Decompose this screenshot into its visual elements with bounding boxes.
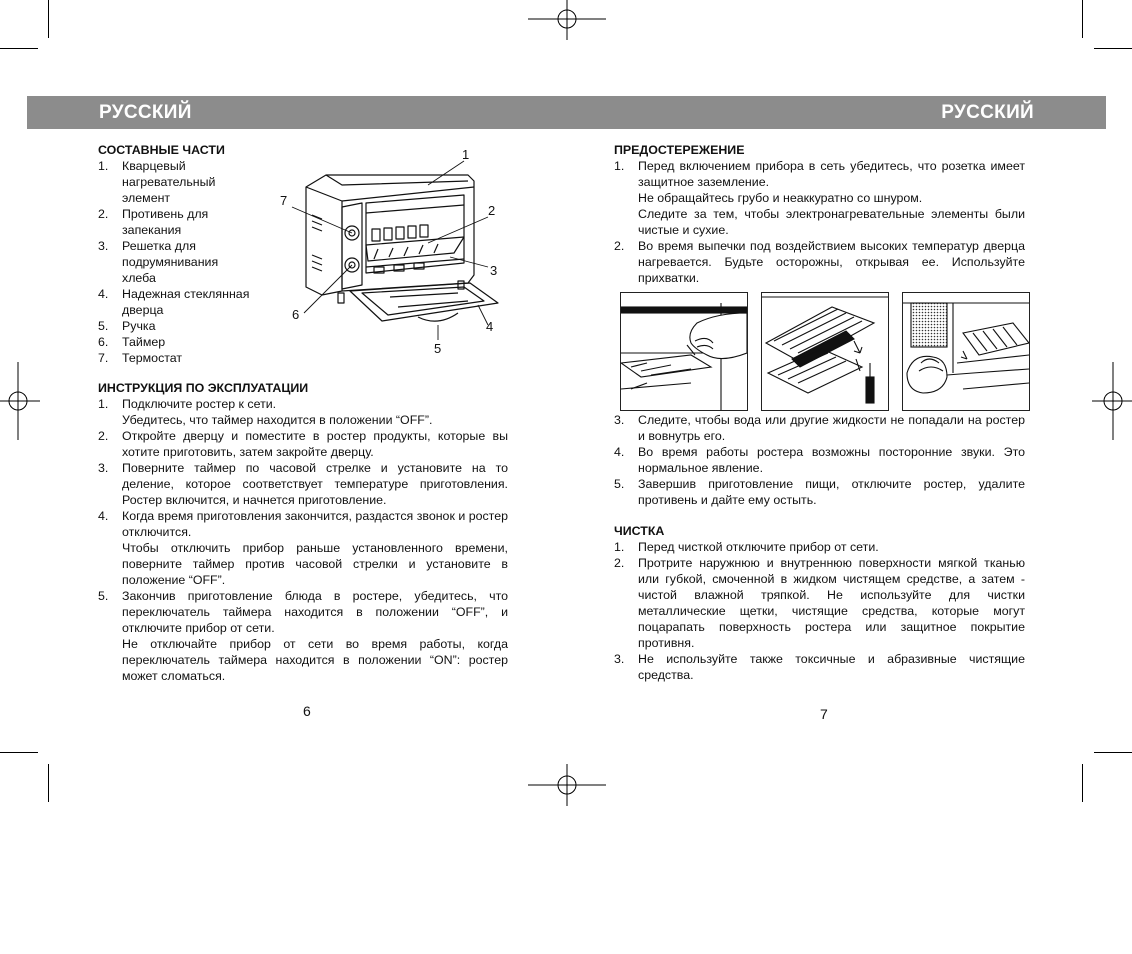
crop-mark	[1082, 764, 1083, 802]
caution-list-continued	[614, 412, 1025, 508]
item-text: Следите за тем, чтобы электронагревательные элементы были чистые и сухие.	[638, 207, 1025, 237]
registration-mark-left	[0, 362, 40, 440]
parts-list	[98, 158, 258, 366]
list-item	[98, 206, 258, 238]
crop-mark	[1094, 752, 1132, 753]
illustration-remove-tray	[620, 292, 748, 411]
list-item	[98, 350, 258, 366]
crop-mark	[0, 752, 38, 753]
item-text: Убедитесь, что таймер находится в положении “OFF”.	[122, 413, 433, 427]
item-text: Закончив приготовление блюда в ростере, убедитесь, что переключатель таймера находится в положении “OFF”, и отключите прибор от сети.	[122, 589, 508, 635]
crop-mark	[0, 48, 38, 49]
registration-mark-top	[528, 0, 606, 42]
item-number: 4.	[98, 509, 109, 523]
instructions-list	[98, 396, 508, 684]
callout-label-3: 3	[490, 263, 498, 278]
caution-title: ПРЕДОСТЕРЕЖЕНИЕ	[614, 143, 745, 157]
item-text: Таймер	[122, 335, 166, 349]
item-text: Завершив приготовление пищи, отключите ростер, удалите противень и дайте ему остыть.	[638, 477, 1025, 507]
list-item	[98, 286, 258, 318]
item-number: 5.	[98, 319, 109, 333]
item-text: Не используйте также токсичные и абразивные чистящие средства.	[638, 652, 1025, 682]
item-text: Не обращайтесь грубо и неаккуратно со шнуром.	[638, 191, 923, 205]
crop-mark	[48, 0, 49, 38]
item-number: 1.	[98, 159, 109, 173]
callout-label-6: 6	[292, 307, 300, 322]
caution-continued-section	[614, 412, 1025, 508]
item-text: Не отключайте прибор от сети во время работы, когда переключатель таймера находится в положении “ON”: ростер может сломаться.	[122, 637, 508, 683]
caution-section	[614, 142, 1025, 286]
list-item	[98, 588, 508, 684]
item-number: 3.	[614, 652, 625, 666]
parts-section	[98, 142, 258, 366]
list-item	[614, 539, 1025, 555]
parts-title: СОСТАВНЫЕ ЧАСТИ	[98, 143, 225, 157]
item-number: 6.	[98, 335, 109, 349]
item-number: 4.	[614, 445, 625, 459]
item-number: 1.	[98, 397, 109, 411]
item-text: Термостат	[122, 351, 183, 365]
list-item	[98, 396, 508, 428]
item-number: 3.	[614, 413, 625, 427]
item-text: Протрите наружнюю и внутреннюю поверхности мягкой тканью или губкой, смоченной в жидком чистящем средстве, а затем - чистой влажной тряпкой. Не используйте для чистки металлические щетки, чистящие средства, которые могут поцарапать поверхность ростера или защитное покрытие противня.	[638, 556, 1025, 650]
callout-label-2: 2	[488, 203, 496, 218]
crop-mark	[1094, 48, 1132, 49]
list-item	[98, 428, 508, 460]
caution-list	[614, 158, 1025, 286]
registration-mark-right	[1092, 362, 1132, 440]
registration-mark-bottom	[528, 764, 606, 806]
item-text: Подключите ростер к сети.	[122, 397, 277, 411]
page-number-right: 7	[820, 706, 828, 722]
list-item	[98, 460, 508, 508]
callout-label-4: 4	[486, 319, 494, 334]
item-text: Когда время приготовления закончится, раздастся звонок и ростер отключится.	[122, 509, 508, 539]
item-text: Поверните таймер по часовой стрелке и установите на то деление, которое соответствует температуре приготовления. Ростер включится, и начнется приготовление.	[122, 461, 508, 507]
cleaning-section	[614, 523, 1025, 683]
instructions-title: ИНСТРУКЦИЯ ПО ЭКСПЛУАТАЦИИ	[98, 381, 309, 395]
item-number: 5.	[614, 477, 625, 491]
item-number: 2.	[98, 207, 109, 221]
item-text: Кварцевый нагревательный элемент	[122, 159, 216, 205]
list-item	[98, 158, 258, 206]
item-number: 7.	[98, 351, 109, 365]
item-text: Во время выпечки под воздействием высоких температур дверца нагревается. Будьте осторожны, открывая ее. Используйте прихватки.	[638, 239, 1025, 285]
item-number: 2.	[614, 239, 625, 253]
page-number-left: 6	[303, 703, 311, 719]
item-number: 1.	[614, 159, 625, 173]
item-number: 3.	[98, 239, 109, 253]
item-number: 1.	[614, 540, 625, 554]
illustration-tray-handle	[902, 292, 1030, 411]
list-item	[98, 334, 258, 350]
list-item	[614, 412, 1025, 444]
list-item	[98, 318, 258, 334]
instructions-section	[98, 380, 508, 684]
crop-mark	[1082, 0, 1083, 38]
callout-label-5: 5	[434, 341, 442, 356]
item-text: Надежная стеклянная дверца	[122, 287, 250, 317]
list-item	[614, 555, 1025, 651]
list-item	[614, 238, 1025, 286]
item-number: 2.	[98, 429, 109, 443]
item-text: Чтобы отключить прибор раньше установленного времени, поверните таймер против часовой стрелки и установите в положение “OFF”.	[122, 541, 508, 587]
callout-label-1: 1	[462, 147, 470, 162]
list-item	[614, 158, 1025, 238]
cleaning-list	[614, 539, 1025, 683]
item-text: Решетка для подрумянивания хлеба	[122, 239, 219, 285]
item-text: Ручка	[122, 319, 156, 333]
item-text: Перед чисткой отключите прибор от сети.	[638, 540, 879, 554]
list-item	[614, 651, 1025, 683]
item-text: Во время работы ростера возможны посторонние звуки. Это нормальное явление.	[638, 445, 1025, 475]
toaster-oven-diagram	[278, 145, 508, 360]
cleaning-title: ЧИСТКА	[614, 524, 665, 538]
list-item	[98, 238, 258, 286]
list-item	[98, 508, 508, 588]
header-title-right: РУССКИЙ	[941, 102, 1034, 123]
item-number: 2.	[614, 556, 625, 570]
item-text: Противень для запекания	[122, 207, 209, 237]
item-text: Следите, чтобы вода или другие жидкости не попадали на ростер и вовнутрь его.	[638, 413, 1025, 443]
list-item	[614, 444, 1025, 476]
item-text: Откройте дверцу и поместите в ростер продукты, которые вы хотите приготовить, затем закройте дверцу.	[122, 429, 508, 459]
crop-mark	[48, 764, 49, 802]
list-item	[614, 476, 1025, 508]
item-number: 5.	[98, 589, 109, 603]
item-number: 4.	[98, 287, 109, 301]
item-number: 3.	[98, 461, 109, 475]
illustration-door-detach	[761, 292, 889, 411]
header-title-left: РУССКИЙ	[99, 102, 192, 123]
language-header-band	[27, 96, 1106, 129]
callout-label-7: 7	[280, 193, 288, 208]
item-text: Перед включением прибора в сеть убедитесь, что розетка имеет защитное заземление.	[638, 159, 1025, 189]
